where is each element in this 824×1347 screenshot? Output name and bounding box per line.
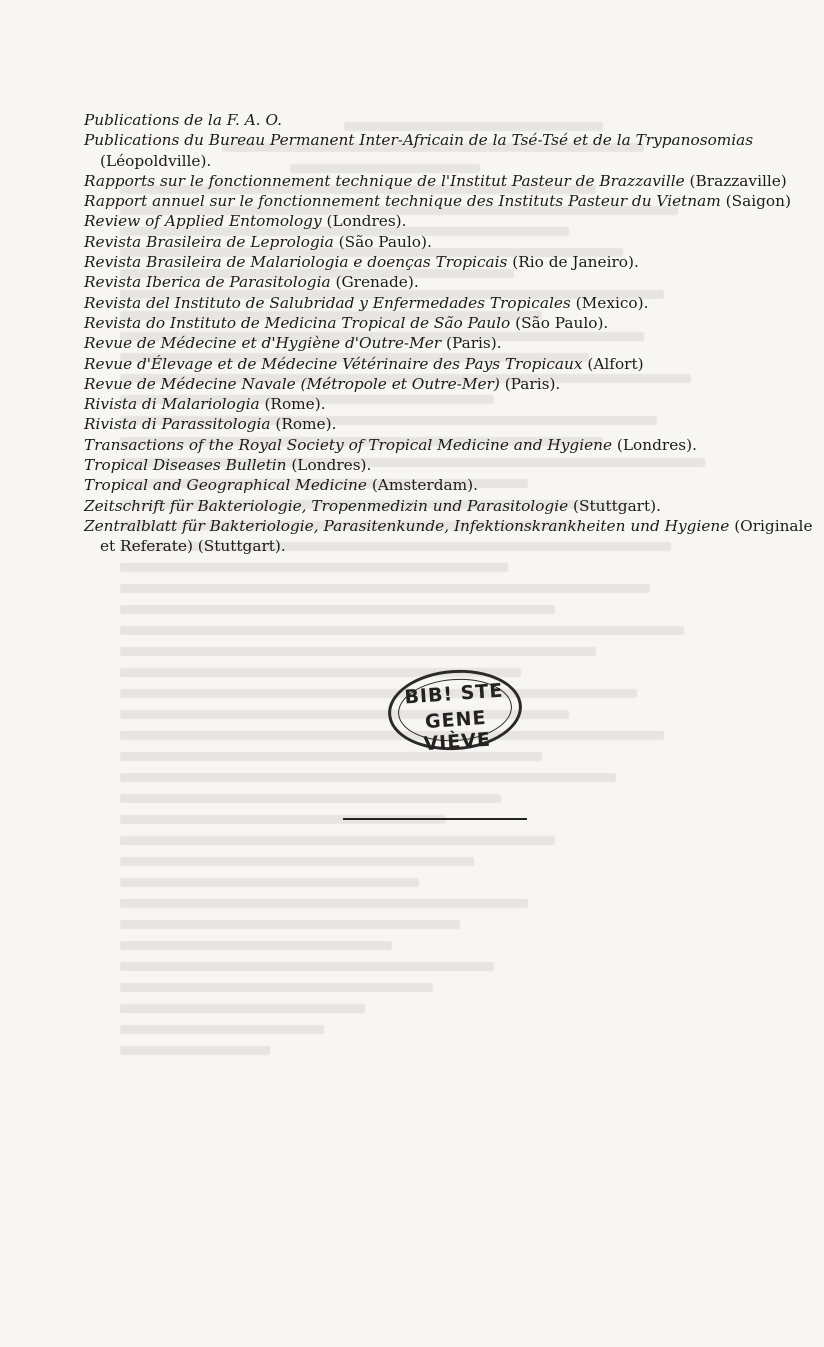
list-item bbox=[84, 354, 824, 374]
library-stamp bbox=[385, 665, 524, 754]
list-item bbox=[84, 394, 824, 414]
entry-title: Publications de la F. A. O. bbox=[84, 111, 283, 129]
entry-location: (Rome). bbox=[275, 415, 337, 434]
entry-location: (Rome). bbox=[264, 395, 326, 414]
list-item bbox=[84, 475, 824, 495]
entry-title: Revista Iberica de Parasitologia bbox=[84, 273, 331, 292]
list-item bbox=[84, 110, 824, 130]
entry-continuation: (Léopoldville). bbox=[100, 151, 212, 170]
entry-location: (Brazzaville) bbox=[689, 171, 787, 190]
entry-location: (Amsterdam). bbox=[371, 476, 478, 495]
entry-title: Rivista di Parassitologia bbox=[84, 415, 271, 434]
entry-title: Tropical and Geographical Medicine bbox=[84, 476, 367, 495]
list-item bbox=[84, 211, 824, 231]
entry-location: (Saigon) bbox=[725, 192, 791, 211]
entry-location: (Paris). bbox=[504, 374, 561, 393]
list-item bbox=[84, 455, 824, 475]
entry-title: Revista del Instituto de Salubridad y Enfermedades Tropicales bbox=[84, 293, 571, 312]
entry-continuation: et Referate) (Stuttgart). bbox=[100, 537, 286, 556]
entry-title: Revue d'Élevage et de Médecine Vétérinaire des Pays Tropicaux bbox=[84, 354, 583, 373]
entry-title: Tropical Diseases Bulletin bbox=[84, 456, 287, 475]
entry-title: Revista do Instituto de Medicina Tropical de São Paulo bbox=[84, 313, 511, 332]
entry-location: (Paris). bbox=[446, 334, 502, 353]
entry-location: (Stuttgart). bbox=[573, 496, 661, 515]
list-item bbox=[84, 333, 824, 353]
list-item bbox=[84, 130, 824, 171]
list-item bbox=[84, 272, 824, 292]
entry-location: (Londres). bbox=[291, 456, 372, 475]
entry-location: (Mexico). bbox=[575, 293, 649, 312]
entry-location: (Rio de Janeiro). bbox=[512, 253, 639, 272]
entry-title: Rapports sur le fonctionnement technique de l'Institut Pasteur de Brazzaville bbox=[84, 171, 685, 190]
entry-location: (Originale bbox=[734, 516, 813, 535]
entry-title: Zeitschrift für Bakteriologie, Tropenmedizin und Parasitologie bbox=[84, 496, 569, 515]
entry-title: Review of Applied Entomology bbox=[84, 212, 322, 231]
entry-location: (São Paulo). bbox=[338, 232, 432, 251]
entry-title: Rivista di Malariologia bbox=[84, 395, 260, 414]
entry-location: (Londres). bbox=[616, 435, 697, 454]
list-item bbox=[84, 191, 824, 211]
entry-location: (Londres). bbox=[326, 212, 407, 231]
entry-title: Revista Brasileira de Leprologia bbox=[84, 232, 334, 251]
list-item bbox=[84, 293, 824, 313]
divider-rule bbox=[343, 818, 527, 820]
entry-title: Rapport annuel sur le fonctionnement technique des Instituts Pasteur du Vietnam bbox=[84, 192, 721, 211]
list-item bbox=[84, 435, 824, 455]
entry-title: Revue de Médecine et d'Hygiène d'Outre-Mer bbox=[84, 334, 442, 353]
list-item bbox=[84, 252, 824, 272]
stamp-line-1: BIB! STE bbox=[403, 679, 504, 709]
list-item bbox=[84, 171, 824, 191]
entry-title: Revista Brasileira de Malariologia e doenças Tropicais bbox=[84, 253, 508, 272]
list-item bbox=[84, 232, 824, 252]
list-item bbox=[84, 313, 824, 333]
list-item bbox=[84, 516, 824, 557]
entry-title: Revue de Médecine Navale (Métropole et Outre-Mer) bbox=[84, 374, 500, 393]
periodicals-list bbox=[84, 110, 824, 557]
list-item bbox=[84, 414, 824, 434]
entry-location: (São Paulo). bbox=[515, 313, 609, 332]
stamp-line-2: GENE VIÈVE bbox=[422, 706, 492, 756]
entry-title: Publications du Bureau Permanent Inter-Africain de la Tsé-Tsé et de la Trypanosomias bbox=[84, 131, 754, 150]
entry-title: Zentralblatt für Bakteriologie, Parasitenkunde, Infektionskrankheiten und Hygiene bbox=[84, 516, 730, 535]
list-item bbox=[84, 374, 824, 394]
entry-title: Transactions of the Royal Society of Tropical Medicine and Hygiene bbox=[84, 435, 613, 454]
entry-location: (Alfort) bbox=[587, 354, 644, 373]
entry-location: (Grenade). bbox=[335, 273, 419, 292]
list-item bbox=[84, 496, 824, 516]
